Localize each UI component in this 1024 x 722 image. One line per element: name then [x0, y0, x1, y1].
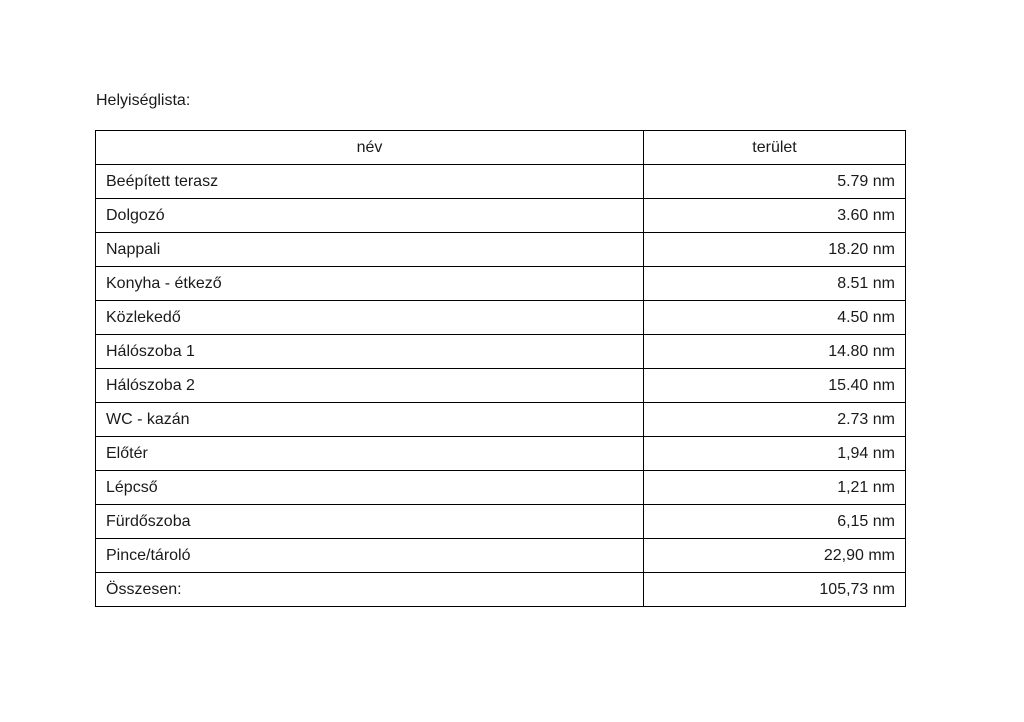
room-area: 1,21 nm [644, 471, 906, 505]
room-name: Hálószoba 2 [96, 369, 644, 403]
room-name: Hálószoba 1 [96, 335, 644, 369]
room-area: 5.79 nm [644, 165, 906, 199]
table-row [96, 267, 906, 301]
table-row [96, 539, 906, 573]
table-row [96, 335, 906, 369]
header-area: terület [644, 131, 906, 165]
room-name: WC - kazán [96, 403, 644, 437]
table-header-row [96, 131, 906, 165]
table-row [96, 369, 906, 403]
room-name: Közlekedő [96, 301, 644, 335]
room-name: Beépített terasz [96, 165, 644, 199]
room-name: Nappali [96, 233, 644, 267]
table-row [96, 505, 906, 539]
room-name: Lépcső [96, 471, 644, 505]
room-name: Fürdőszoba [96, 505, 644, 539]
table-row [96, 403, 906, 437]
room-area: 14.80 nm [644, 335, 906, 369]
room-area: 2.73 nm [644, 403, 906, 437]
room-name: Előtér [96, 437, 644, 471]
room-area: 18.20 nm [644, 233, 906, 267]
table-row [96, 301, 906, 335]
table-row [96, 471, 906, 505]
room-area: 6,15 nm [644, 505, 906, 539]
room-list-table [95, 130, 906, 607]
room-area: 4.50 nm [644, 301, 906, 335]
room-area: 3.60 nm [644, 199, 906, 233]
table-row [96, 165, 906, 199]
total-row [96, 573, 906, 607]
room-area: 15.40 nm [644, 369, 906, 403]
header-name: név [96, 131, 644, 165]
table-row [96, 199, 906, 233]
room-name: Konyha - étkező [96, 267, 644, 301]
room-name: Pince/tároló [96, 539, 644, 573]
table-row [96, 233, 906, 267]
total-area: 105,73 nm [644, 573, 906, 607]
document-title: Helyiséglista: [96, 92, 191, 109]
table-row [96, 437, 906, 471]
room-name: Dolgozó [96, 199, 644, 233]
room-area: 1,94 nm [644, 437, 906, 471]
total-label: Összesen: [96, 573, 644, 607]
room-area: 22,90 mm [644, 539, 906, 573]
room-area: 8.51 nm [644, 267, 906, 301]
